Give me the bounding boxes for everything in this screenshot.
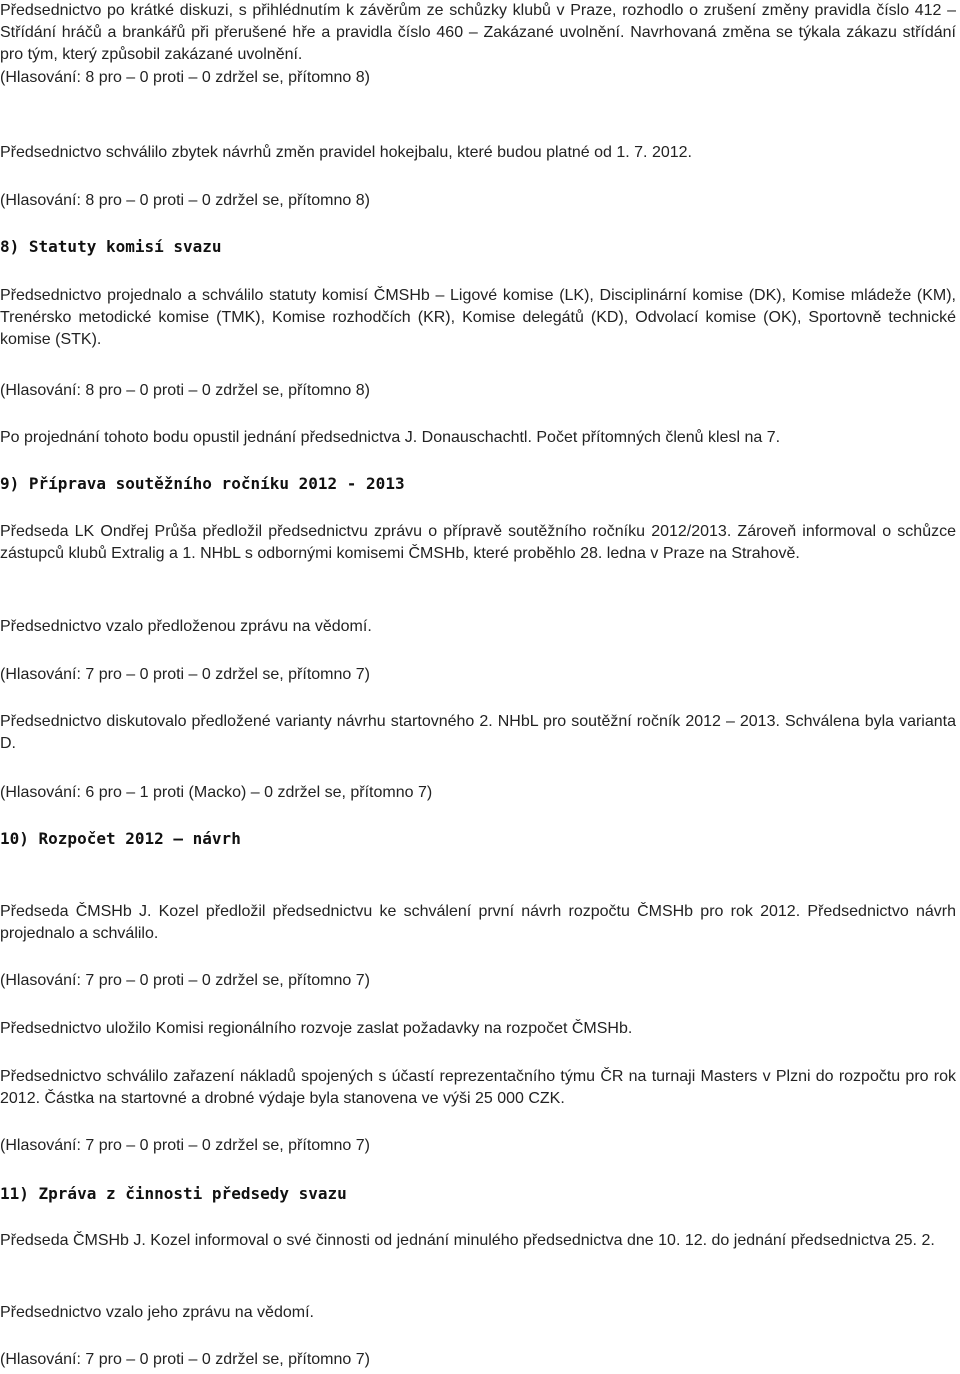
paragraph-budget-proposal: Předseda ČMSHb J. Kozel předložil předsednictvu ke schválení první návrh rozpočtu ČMSHb pro rok 2012. Předsednictvo návrh projednalo a schválilo. bbox=[0, 903, 956, 942]
section-heading-10: 10) Rozpočet 2012 – návrh bbox=[0, 829, 241, 848]
paragraph-entry-fee-variants: Předsednictvo diskutovalo předložené varianty návrhu startovného 2. NHbL pro soutěžní ročník 2012 – 2013. Schválena byla varianta D. bbox=[0, 713, 956, 752]
vote-result: (Hlasování: 8 pro – 0 proti – 0 zdržel se, přítomno 8) bbox=[0, 69, 370, 86]
vote-result: (Hlasování: 7 pro – 0 proti – 0 zdržel se, přítomno 7) bbox=[0, 666, 370, 683]
section-heading-11: 11) Zpráva z činnosti předsedy svazu bbox=[0, 1184, 347, 1203]
vote-result: (Hlasování: 8 pro – 0 proti – 0 zdržel se, přítomno 8) bbox=[0, 192, 370, 209]
paragraph-regional-commission: Předsednictvo uložilo Komisi regionálního rozvoje zaslat požadavky na rozpočet ČMSHb. bbox=[0, 1020, 633, 1037]
paragraph-member-left: Po projednání tohoto bodu opustil jednání předsednictva J. Donauschachtl. Počet přítomných členů klesl na 7. bbox=[0, 429, 781, 446]
vote-result: (Hlasování: 8 pro – 0 proti – 0 zdržel se, přítomno 8) bbox=[0, 382, 370, 399]
paragraph-report-acknowledged: Předsednictvo vzalo předloženou zprávu na vědomí. bbox=[0, 618, 372, 635]
paragraph-president-activity: Předseda ČMSHb J. Kozel informoval o své činnosti od jednání minulého předsednictva dne 10. 12. do jednání předsednictva 25. 2. bbox=[0, 1232, 935, 1249]
section-heading-8: 8) Statuty komisí svazu bbox=[0, 237, 222, 256]
paragraph-report-acknowledged-2: Předsednictvo vzalo jeho zprávu na vědomí. bbox=[0, 1304, 314, 1321]
vote-result: (Hlasování: 7 pro – 0 proti – 0 zdržel se, přítomno 7) bbox=[0, 1351, 370, 1368]
paragraph-rule-change-cancelled: Předsednictvo po krátké diskuzi, s přihlédnutím k závěrům ze schůzky klubů v Praze, rozhodlo o zrušení změny pravidla číslo 412 – Střídání hráčů a brankářů při přerušené hře a pravidla číslo 460 – Zakázané uvolnění. Navrhovaná změna se týkala zákazu střídání pro tým, který způsobil zakázané uvolnění. bbox=[0, 2, 956, 63]
vote-result: (Hlasování: 7 pro – 0 proti – 0 zdržel se, přítomno 7) bbox=[0, 1137, 370, 1154]
vote-result: (Hlasování: 7 pro – 0 proti – 0 zdržel se, přítomno 7) bbox=[0, 972, 370, 989]
vote-result: (Hlasování: 6 pro – 1 proti (Macko) – 0 zdržel se, přítomno 7) bbox=[0, 784, 433, 801]
paragraph-season-preparation: Předseda LK Ondřej Průša předložil předsednictvu zprávu o přípravě soutěžního ročníku 2012/2013. Zároveň informoval o schůzce zástupců klubů Extralig a 1. NHbL s odbornými komisemi ČMSHb, které proběhlo 28. ledna v Praze na Strahově. bbox=[0, 523, 956, 562]
paragraph-commission-statutes: Předsednictvo projednalo a schválilo statuty komisí ČMSHb – Ligové komise (LK), Disciplinární komise (DK), Komise mládeže (KM), Trenérsko metodické komise (TMK), Komise rozhodčích (KR), Komise delegátů (KD), Odvolací komise (OK), Sportovně technické komise (STK). bbox=[0, 287, 956, 348]
section-heading-9: 9) Příprava soutěžního ročníku 2012 - 2013 bbox=[0, 474, 405, 493]
paragraph-masters-tournament: Předsednictvo schválilo zařazení nákladů spojených s účastí reprezentačního týmu ČR na turnaji Masters v Plzni do rozpočtu pro rok 2012. Částka na startovné a drobné výdaje byla stanovena ve výši 25 000 CZK. bbox=[0, 1068, 956, 1107]
paragraph-rules-approved: Předsednictvo schválilo zbytek návrhů změn pravidel hokejbalu, které budou platné od 1. 7. 2012. bbox=[0, 144, 692, 161]
